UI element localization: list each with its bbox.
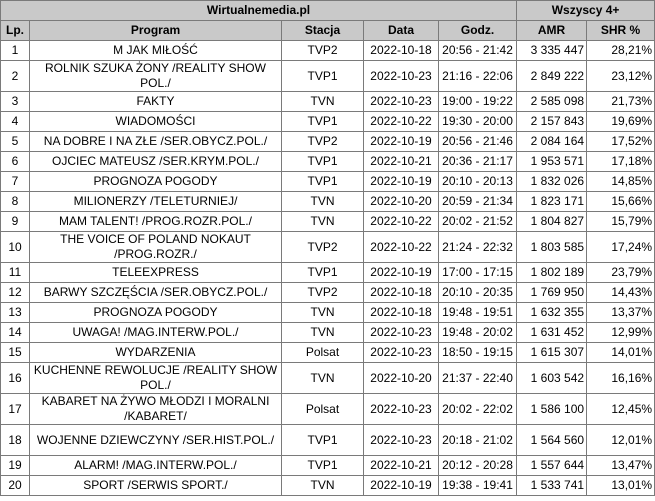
cell-amr: 1 802 189 xyxy=(517,263,587,283)
table-row xyxy=(1,41,655,61)
cell-lp: 14 xyxy=(1,323,30,343)
table-row xyxy=(1,323,655,343)
cell-stacja: TVN xyxy=(282,323,364,343)
cell-shr: 12,01% xyxy=(587,425,655,456)
cell-godz: 20:56 - 21:42 xyxy=(439,41,517,61)
cell-program: SPORT /SERWIS SPORT./ xyxy=(30,476,282,496)
cell-data: 2022-10-19 xyxy=(364,132,439,152)
cell-godz: 21:16 - 22:06 xyxy=(439,61,517,92)
cell-program: ALARM! /MAG.INTERW.POL./ xyxy=(30,456,282,476)
cell-program: MAM TALENT! /PROG.ROZR.POL./ xyxy=(30,212,282,232)
cell-shr: 13,37% xyxy=(587,303,655,323)
cell-godz: 19:48 - 19:51 xyxy=(439,303,517,323)
cell-amr: 1 823 171 xyxy=(517,192,587,212)
cell-shr: 28,21% xyxy=(587,41,655,61)
cell-data: 2022-10-22 xyxy=(364,232,439,263)
cell-program: KUCHENNE REWOLUCJE /REALITY SHOW POL./ xyxy=(30,363,282,394)
cell-lp: 3 xyxy=(1,92,30,112)
table-row xyxy=(1,476,655,496)
cell-program: BARWY SZCZĘŚCIA /SER.OBYCZ.POL./ xyxy=(30,283,282,303)
cell-data: 2022-10-23 xyxy=(364,343,439,363)
table-row xyxy=(1,394,655,425)
table-row xyxy=(1,152,655,172)
table-row xyxy=(1,112,655,132)
cell-shr: 14,43% xyxy=(587,283,655,303)
cell-shr: 14,01% xyxy=(587,343,655,363)
cell-stacja: TVP1 xyxy=(282,112,364,132)
col-header-stacja: Stacja xyxy=(282,21,364,41)
cell-lp: 8 xyxy=(1,192,30,212)
cell-program: UWAGA! /MAG.INTERW.POL./ xyxy=(30,323,282,343)
cell-program: OJCIEC MATEUSZ /SER.KRYM.POL./ xyxy=(30,152,282,172)
cell-amr: 2 585 098 xyxy=(517,92,587,112)
cell-stacja: TVN xyxy=(282,192,364,212)
cell-shr: 12,99% xyxy=(587,323,655,343)
table-row xyxy=(1,232,655,263)
cell-data: 2022-10-23 xyxy=(364,92,439,112)
cell-program: WOJENNE DZIEWCZYNY /SER.HIST.POL./ xyxy=(30,425,282,456)
ratings-table-body xyxy=(1,1,655,496)
cell-godz: 20:10 - 20:35 xyxy=(439,283,517,303)
cell-lp: 13 xyxy=(1,303,30,323)
cell-data: 2022-10-20 xyxy=(364,192,439,212)
cell-godz: 19:48 - 20:02 xyxy=(439,323,517,343)
cell-stacja: TVN xyxy=(282,476,364,496)
cell-data: 2022-10-18 xyxy=(364,41,439,61)
cell-shr: 15,79% xyxy=(587,212,655,232)
cell-data: 2022-10-23 xyxy=(364,394,439,425)
cell-stacja: TVN xyxy=(282,363,364,394)
cell-program: TELEEXPRESS xyxy=(30,263,282,283)
cell-shr: 14,85% xyxy=(587,172,655,192)
table-row xyxy=(1,283,655,303)
cell-shr: 15,66% xyxy=(587,192,655,212)
cell-program: MILIONERZY /TELETURNIEJ/ xyxy=(30,192,282,212)
cell-stacja: TVN xyxy=(282,303,364,323)
cell-lp: 20 xyxy=(1,476,30,496)
cell-amr: 1 533 741 xyxy=(517,476,587,496)
col-header-shr: SHR % xyxy=(587,21,655,41)
cell-amr: 1 615 307 xyxy=(517,343,587,363)
cell-data: 2022-10-21 xyxy=(364,456,439,476)
cell-stacja: TVP1 xyxy=(282,263,364,283)
table-row xyxy=(1,456,655,476)
cell-data: 2022-10-18 xyxy=(364,283,439,303)
cell-program: FAKTY xyxy=(30,92,282,112)
cell-data: 2022-10-22 xyxy=(364,212,439,232)
cell-stacja: TVP2 xyxy=(282,232,364,263)
cell-program: PROGNOZA POGODY xyxy=(30,303,282,323)
cell-program: WYDARZENIA xyxy=(30,343,282,363)
cell-godz: 20:10 - 20:13 xyxy=(439,172,517,192)
cell-amr: 1 804 827 xyxy=(517,212,587,232)
cell-stacja: TVP1 xyxy=(282,152,364,172)
cell-shr: 23,12% xyxy=(587,61,655,92)
cell-data: 2022-10-23 xyxy=(364,323,439,343)
cell-godz: 20:12 - 20:28 xyxy=(439,456,517,476)
table-row xyxy=(1,92,655,112)
cell-stacja: TVP1 xyxy=(282,61,364,92)
cell-data: 2022-10-19 xyxy=(364,172,439,192)
cell-godz: 19:38 - 19:41 xyxy=(439,476,517,496)
table-row xyxy=(1,212,655,232)
cell-program: NA DOBRE I NA ZŁE /SER.OBYCZ.POL./ xyxy=(30,132,282,152)
cell-lp: 16 xyxy=(1,363,30,394)
cell-program: WIADOMOŚCI xyxy=(30,112,282,132)
column-header-row xyxy=(1,21,655,41)
cell-shr: 12,45% xyxy=(587,394,655,425)
cell-amr: 1 603 542 xyxy=(517,363,587,394)
col-header-lp: Lp. xyxy=(1,21,30,41)
table-row xyxy=(1,132,655,152)
table-row xyxy=(1,303,655,323)
cell-godz: 20:36 - 21:17 xyxy=(439,152,517,172)
cell-lp: 4 xyxy=(1,112,30,132)
cell-program: PROGNOZA POGODY xyxy=(30,172,282,192)
cell-lp: 12 xyxy=(1,283,30,303)
cell-lp: 19 xyxy=(1,456,30,476)
cell-godz: 20:56 - 21:46 xyxy=(439,132,517,152)
cell-shr: 13,01% xyxy=(587,476,655,496)
cell-godz: 20:59 - 21:34 xyxy=(439,192,517,212)
cell-data: 2022-10-23 xyxy=(364,425,439,456)
cell-shr: 23,79% xyxy=(587,263,655,283)
cell-amr: 2 157 843 xyxy=(517,112,587,132)
cell-data: 2022-10-22 xyxy=(364,112,439,132)
cell-lp: 6 xyxy=(1,152,30,172)
cell-amr: 1 586 100 xyxy=(517,394,587,425)
cell-stacja: TVP1 xyxy=(282,425,364,456)
cell-amr: 1 557 644 xyxy=(517,456,587,476)
table-row xyxy=(1,425,655,456)
cell-amr: 1 631 452 xyxy=(517,323,587,343)
cell-shr: 16,16% xyxy=(587,363,655,394)
cell-godz: 21:37 - 22:40 xyxy=(439,363,517,394)
cell-data: 2022-10-21 xyxy=(364,152,439,172)
cell-amr: 2 849 222 xyxy=(517,61,587,92)
table-row xyxy=(1,363,655,394)
cell-lp: 17 xyxy=(1,394,30,425)
col-header-program: Program xyxy=(30,21,282,41)
cell-stacja: TVP1 xyxy=(282,456,364,476)
cell-data: 2022-10-20 xyxy=(364,363,439,394)
cell-stacja: TVP1 xyxy=(282,172,364,192)
cell-shr: 21,73% xyxy=(587,92,655,112)
cell-lp: 7 xyxy=(1,172,30,192)
cell-shr: 17,52% xyxy=(587,132,655,152)
cell-stacja: TVN xyxy=(282,92,364,112)
cell-godz: 20:02 - 22:02 xyxy=(439,394,517,425)
cell-amr: 1 564 560 xyxy=(517,425,587,456)
cell-data: 2022-10-18 xyxy=(364,303,439,323)
table-row xyxy=(1,192,655,212)
cell-data: 2022-10-19 xyxy=(364,263,439,283)
cell-lp: 1 xyxy=(1,41,30,61)
cell-godz: 19:00 - 19:22 xyxy=(439,92,517,112)
cell-lp: 5 xyxy=(1,132,30,152)
super-header-row xyxy=(1,1,655,21)
cell-amr: 1 953 571 xyxy=(517,152,587,172)
cell-program: KABARET NA ŻYWO MŁODZI I MORALNI /KABARET/ xyxy=(30,394,282,425)
cell-amr: 1 832 026 xyxy=(517,172,587,192)
cell-lp: 15 xyxy=(1,343,30,363)
cell-godz: 20:02 - 21:52 xyxy=(439,212,517,232)
cell-shr: 19,69% xyxy=(587,112,655,132)
cell-shr: 13,47% xyxy=(587,456,655,476)
cell-stacja: TVP2 xyxy=(282,283,364,303)
source-label: Wirtualnemedia.pl xyxy=(1,1,517,21)
cell-stacja: TVP2 xyxy=(282,41,364,61)
table-row xyxy=(1,263,655,283)
col-header-data: Data xyxy=(364,21,439,41)
cell-lp: 10 xyxy=(1,232,30,263)
cell-stacja: Polsat xyxy=(282,394,364,425)
cell-amr: 2 084 164 xyxy=(517,132,587,152)
cell-lp: 9 xyxy=(1,212,30,232)
cell-shr: 17,24% xyxy=(587,232,655,263)
cell-lp: 18 xyxy=(1,425,30,456)
cell-stacja: TVN xyxy=(282,212,364,232)
table-row xyxy=(1,172,655,192)
cell-godz: 17:00 - 17:15 xyxy=(439,263,517,283)
table-row xyxy=(1,343,655,363)
cell-lp: 2 xyxy=(1,61,30,92)
col-header-godz: Godz. xyxy=(439,21,517,41)
cell-lp: 11 xyxy=(1,263,30,283)
cell-amr: 3 335 447 xyxy=(517,41,587,61)
col-header-amr: AMR xyxy=(517,21,587,41)
table-row xyxy=(1,61,655,92)
cell-godz: 21:24 - 22:32 xyxy=(439,232,517,263)
cell-stacja: Polsat xyxy=(282,343,364,363)
cell-program: M JAK MIŁOŚĆ xyxy=(30,41,282,61)
cell-godz: 20:18 - 21:02 xyxy=(439,425,517,456)
cell-godz: 18:50 - 19:15 xyxy=(439,343,517,363)
cell-amr: 1 803 585 xyxy=(517,232,587,263)
cell-shr: 17,18% xyxy=(587,152,655,172)
cell-stacja: TVP2 xyxy=(282,132,364,152)
audience-label: Wszyscy 4+ xyxy=(517,1,655,21)
cell-amr: 1 632 355 xyxy=(517,303,587,323)
cell-program: ROLNIK SZUKA ŻONY /REALITY SHOW POL./ xyxy=(30,61,282,92)
cell-program: THE VOICE OF POLAND NOKAUT /PROG.ROZR./ xyxy=(30,232,282,263)
cell-data: 2022-10-23 xyxy=(364,61,439,92)
cell-godz: 19:30 - 20:00 xyxy=(439,112,517,132)
cell-data: 2022-10-19 xyxy=(364,476,439,496)
cell-amr: 1 769 950 xyxy=(517,283,587,303)
